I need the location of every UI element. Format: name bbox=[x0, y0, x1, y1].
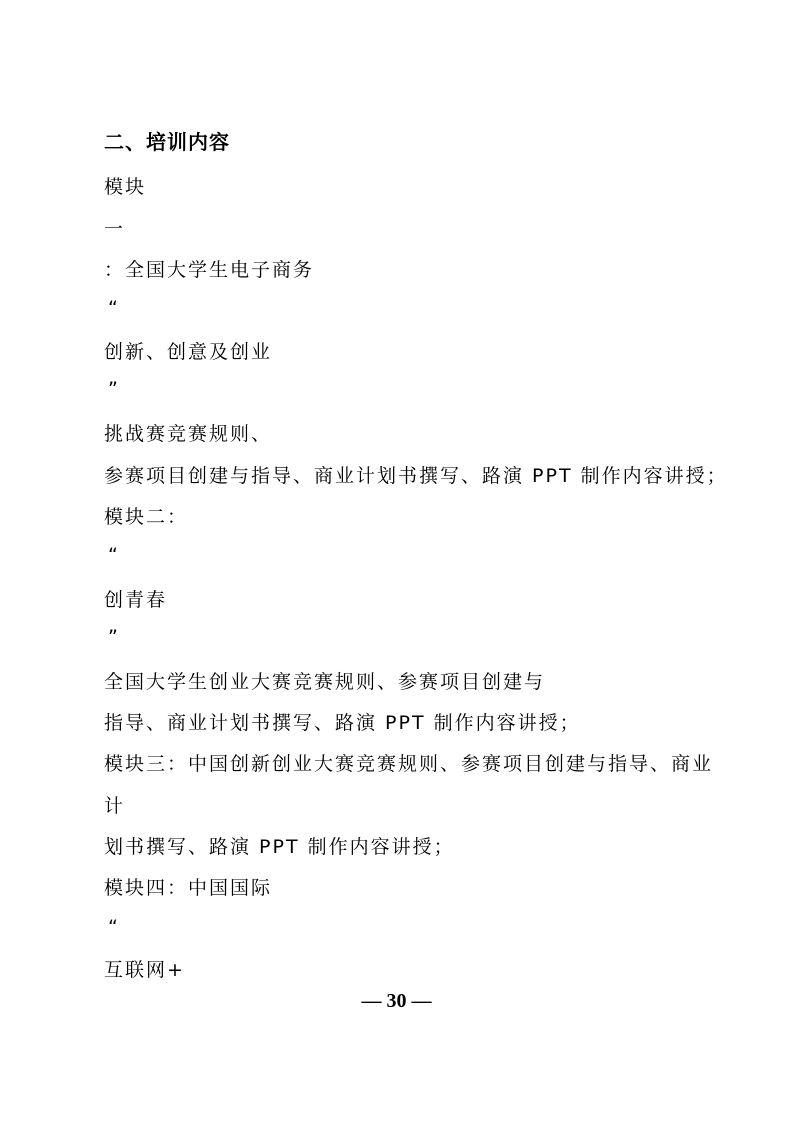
text-line: 互联网+ bbox=[104, 959, 185, 981]
text-line: 一 bbox=[104, 218, 126, 240]
text-line: 模块二： bbox=[104, 506, 189, 528]
text-line: 计 bbox=[104, 795, 126, 817]
text-line: 参赛项目创建与指导、商业计划书撰写、路演 PPT 制作内容讲授； bbox=[104, 465, 728, 487]
close-quote: ” bbox=[108, 378, 120, 400]
text-line: 模块四：中国国际 bbox=[104, 877, 273, 899]
section-heading: 二、培训内容 bbox=[104, 130, 230, 154]
open-quote: “ bbox=[108, 297, 120, 319]
open-quote: “ bbox=[108, 916, 120, 938]
text-line: 模块三：中国创新创业大赛竞赛规则、参赛项目创建与指导、商业 bbox=[104, 753, 714, 775]
open-quote: “ bbox=[108, 544, 120, 566]
text-line: 全国大学生创业大赛竞赛规则、参赛项目创建与 bbox=[104, 671, 546, 693]
text-line: 指导、商业计划书撰写、路演 PPT 制作内容讲授； bbox=[104, 712, 581, 734]
close-quote: ” bbox=[108, 626, 120, 648]
text-line: 创青春 bbox=[104, 589, 168, 611]
text-line: ：全国大学生电子商务 bbox=[104, 259, 315, 281]
text-line: 模块 bbox=[104, 176, 147, 198]
text-line: 挑战赛竞赛规则、 bbox=[104, 423, 273, 445]
text-line: 创新、创意及创业 bbox=[104, 341, 273, 363]
page-number: — 30 — bbox=[361, 990, 432, 1012]
text-line: 划书撰写、路演 PPT 制作内容讲授； bbox=[104, 836, 455, 858]
